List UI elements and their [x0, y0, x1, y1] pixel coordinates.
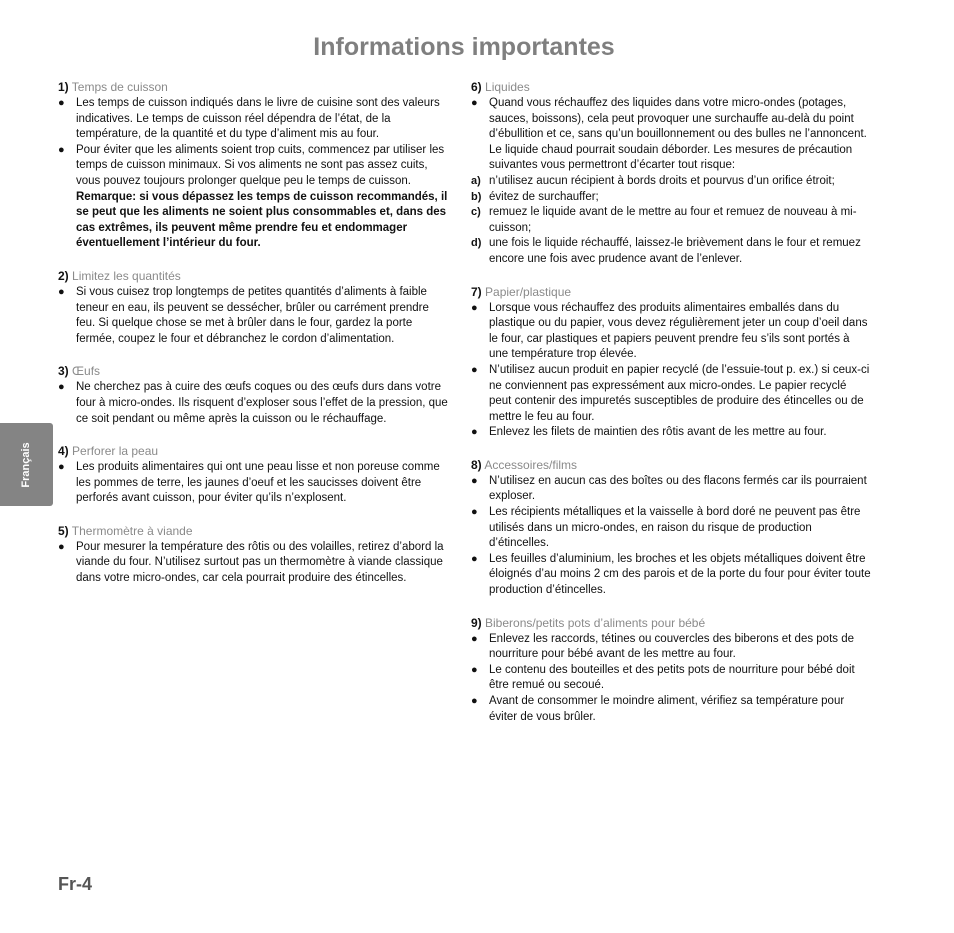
lettered-item: [471, 205, 871, 236]
item-text: N’utilisez aucun produit en papier recyclé (de l’essuie-tout p. ex.) si ceux-ci ne conviennent pas expressément aux micro-ondes. Le papier recyclé peut contenir des impuretés susceptibles de produire des étincelles ou de mettre le feu au four.: [489, 363, 870, 423]
list-item: [58, 285, 450, 347]
item-text: Ne cherchez pas à cuire des œufs coques ou des œufs durs dans votre four à micro-ondes. Ils risquent d’exploser sous l’effet de la pression, que ce soit pendant ou même après la cuisson ou le réchauffage.: [76, 381, 448, 425]
section-title: Temps de cuisson: [71, 80, 168, 94]
right-column: [471, 79, 871, 741]
section-number: 9): [471, 615, 482, 630]
list-item: [471, 425, 871, 441]
lettered-item: [471, 236, 871, 267]
section-quantities: [58, 268, 450, 347]
section-paper-plastic: [471, 284, 871, 441]
section-heading: [471, 457, 871, 473]
item-text: Les produits alimentaires qui ont une peau lisse et non poreuse comme les pommes de terre, les jaunes d’oeuf et les saucisses doivent être perforés avant cuisson, pour éviter qu’ils n’explosent.: [76, 461, 440, 505]
section-heading: [471, 79, 871, 95]
item-text: Quand vous réchauffez des liquides dans votre micro-ondes (potages, sauces, boissons), cela peut provoquer une surchauffe au-delà du point d’ébullition et ce, sans qu’un bouillonnement ou des bulles ne l’annoncent. Le liquide chaud pourrait soudain déborder. Les mesures de précaution suivantes vous permettront d’écarter tout risque:: [489, 97, 867, 172]
list-item: [58, 540, 450, 587]
item-text: Pour éviter que les aliments soient trop cuits, commencez par utiliser les temps de cuisson minimaux. Si vos aliments ne sont pas assez cuits, vous pouvez toujours prolonger quelque peu le temps de cuisson.: [76, 143, 445, 187]
bullet-icon: ●: [58, 285, 65, 298]
item-letter: a): [471, 174, 481, 187]
list-item: [471, 632, 871, 663]
bullet-icon: ●: [58, 461, 65, 474]
list-item: [471, 552, 871, 599]
section-pierce-skin: [58, 443, 450, 507]
section-baby-bottles: [471, 615, 871, 726]
bullet-icon: ●: [471, 474, 478, 487]
bullet-icon: ●: [471, 97, 478, 109]
section-title: Œufs: [72, 364, 101, 379]
item-text: Si vous cuisez trop longtemps de petites quantités d’aliments à faible teneur en eau, ils peuvent se dessécher, brûler ou carrément prendre feu. Si quelque chose se met à brûler dans le four, gardez la porte fermée, coupez le four et débranchez le cordon d’alimentation.: [76, 285, 429, 345]
bullet-icon: ●: [58, 143, 65, 156]
item-text: Le contenu des bouteilles et des petits pots de nourriture pour bébé doit être remué ou secoué.: [489, 663, 855, 692]
bullet-icon: ●: [471, 426, 478, 439]
list-item: [471, 301, 871, 363]
list-item: [471, 363, 871, 425]
section-heading: [58, 443, 450, 459]
item-text: remuez le liquide avant de le mettre au four et remuez de nouveau à mi-cuisson;: [489, 206, 857, 234]
list-item: [471, 474, 871, 505]
section-number: 3): [58, 364, 69, 379]
language-tab-label: Français: [20, 442, 32, 488]
list-item: [58, 380, 450, 427]
lettered-item: [471, 174, 871, 190]
bullet-icon: ●: [471, 506, 478, 519]
list-item: [471, 663, 871, 694]
section-title: Accessoires/films: [484, 457, 578, 472]
lettered-item: [471, 190, 871, 206]
item-text: Les feuilles d’aluminium, les broches et les objets métalliques doivent être éloignés d’au moins 2 cm des parois et de la porte du four pour éviter toute production d’étincelles.: [489, 552, 871, 597]
bullet-icon: ●: [471, 301, 478, 314]
language-tab: [0, 423, 53, 506]
bullet-icon: ●: [471, 632, 478, 645]
item-text: Enlevez les filets de maintien des rôtis avant de les mettre au four.: [489, 426, 827, 439]
section-number: 1): [58, 80, 69, 94]
item-text: Les récipients métalliques et la vaisselle à bord doré ne peuvent pas être utilisés dans un micro-ondes, en raison du risque de production d’étincelles.: [489, 506, 861, 550]
list-item: [471, 694, 871, 725]
item-letter: c): [471, 206, 481, 219]
item-text: Enlevez les raccords, tétines ou couvercles des biberons et des pots de nourriture pour bébé avant de les mettre au four.: [489, 632, 855, 661]
list-item: [58, 143, 450, 190]
item-text: N’utilisez en aucun cas des boîtes ou des flacons fermés car ils pourraient exploser.: [489, 474, 867, 503]
section-heading: [58, 268, 450, 284]
item-text: Lorsque vous réchauffez des produits alimentaires emballés dans du plastique ou du papier, vous devez régulièrement jeter un coup d’oeil dans le four, car plastiques et papiers peuvent prendre feu s’ils sont portés à une température trop élevée.: [489, 301, 868, 361]
section-title: Papier/plastique: [485, 284, 572, 299]
section-number: 6): [471, 80, 482, 94]
section-heading: [58, 363, 450, 379]
item-letter: d): [471, 237, 482, 250]
bullet-icon: ●: [471, 363, 478, 376]
left-column: [58, 79, 450, 603]
section-number: 4): [58, 444, 69, 459]
page-title: Informations importantes: [313, 33, 615, 61]
section-meat-thermometer: [58, 523, 450, 587]
section-liquids: [471, 79, 871, 268]
list-item: [58, 96, 450, 143]
section-accessories: [471, 457, 871, 599]
bullet-icon: ●: [471, 695, 478, 707]
item-letter: b): [471, 190, 482, 203]
bullet-icon: ●: [471, 552, 478, 565]
item-text: n’utilisez aucun récipient à bords droits et pourvus d’un orifice étroit;: [489, 174, 835, 187]
bullet-icon: ●: [471, 663, 478, 676]
section-number: 8): [471, 457, 482, 472]
section-eggs: [58, 363, 450, 427]
bullet-icon: ●: [58, 97, 65, 109]
section-title: Perforer la peau: [72, 444, 159, 459]
page-number: Fr-4: [58, 874, 93, 894]
section-number: 2): [58, 268, 69, 283]
section-title: Biberons/petits pots d’aliments pour bébé: [485, 615, 706, 630]
section-cooking-time: [58, 79, 450, 252]
item-text: Avant de consommer le moindre aliment, vérifiez sa température pour éviter de vous brûler.: [489, 695, 845, 723]
list-item: [471, 96, 871, 174]
section-heading: [471, 284, 871, 300]
remark-text: Remarque: si vous dépassez les temps de cuisson recommandés, il se peut que les aliments ne soient plus consommables et, dans des cas extrêmes, ils peuvent même prendre feu et endommager éventuellement l’intérieur du four.: [76, 190, 448, 250]
item-text: une fois le liquide réchauffé, laissez-le brièvement dans le four et remuez encore une fois avec prudence avant de l’enlever.: [489, 237, 861, 265]
section-title: Thermomètre à viande: [71, 523, 193, 538]
item-text: Les temps de cuisson indiqués dans le livre de cuisine sont des valeurs indicatives. Le temps de cuisson réel dépendra de l’état, de la température, de la quantité et du type d’aliment mis au four.: [76, 97, 440, 141]
section-number: 5): [58, 523, 69, 538]
section-heading: [58, 523, 450, 539]
bullet-icon: ●: [58, 381, 65, 394]
section-heading: [58, 79, 450, 95]
bullet-icon: ●: [58, 540, 65, 553]
section-heading: [471, 615, 871, 631]
section-title: Liquides: [485, 80, 530, 94]
item-text: évitez de surchauffer;: [489, 190, 599, 203]
section-title: Limitez les quantités: [72, 268, 181, 283]
list-item: [471, 505, 871, 552]
list-item: [58, 460, 450, 507]
section-number: 7): [471, 284, 482, 299]
item-text: Pour mesurer la température des rôtis ou des volailles, retirez d’abord la viande du four. N’utilisez surtout pas un thermomètre à viande classique dans votre micro-ondes, car cela pourrait produire des étincelles.: [76, 540, 444, 585]
